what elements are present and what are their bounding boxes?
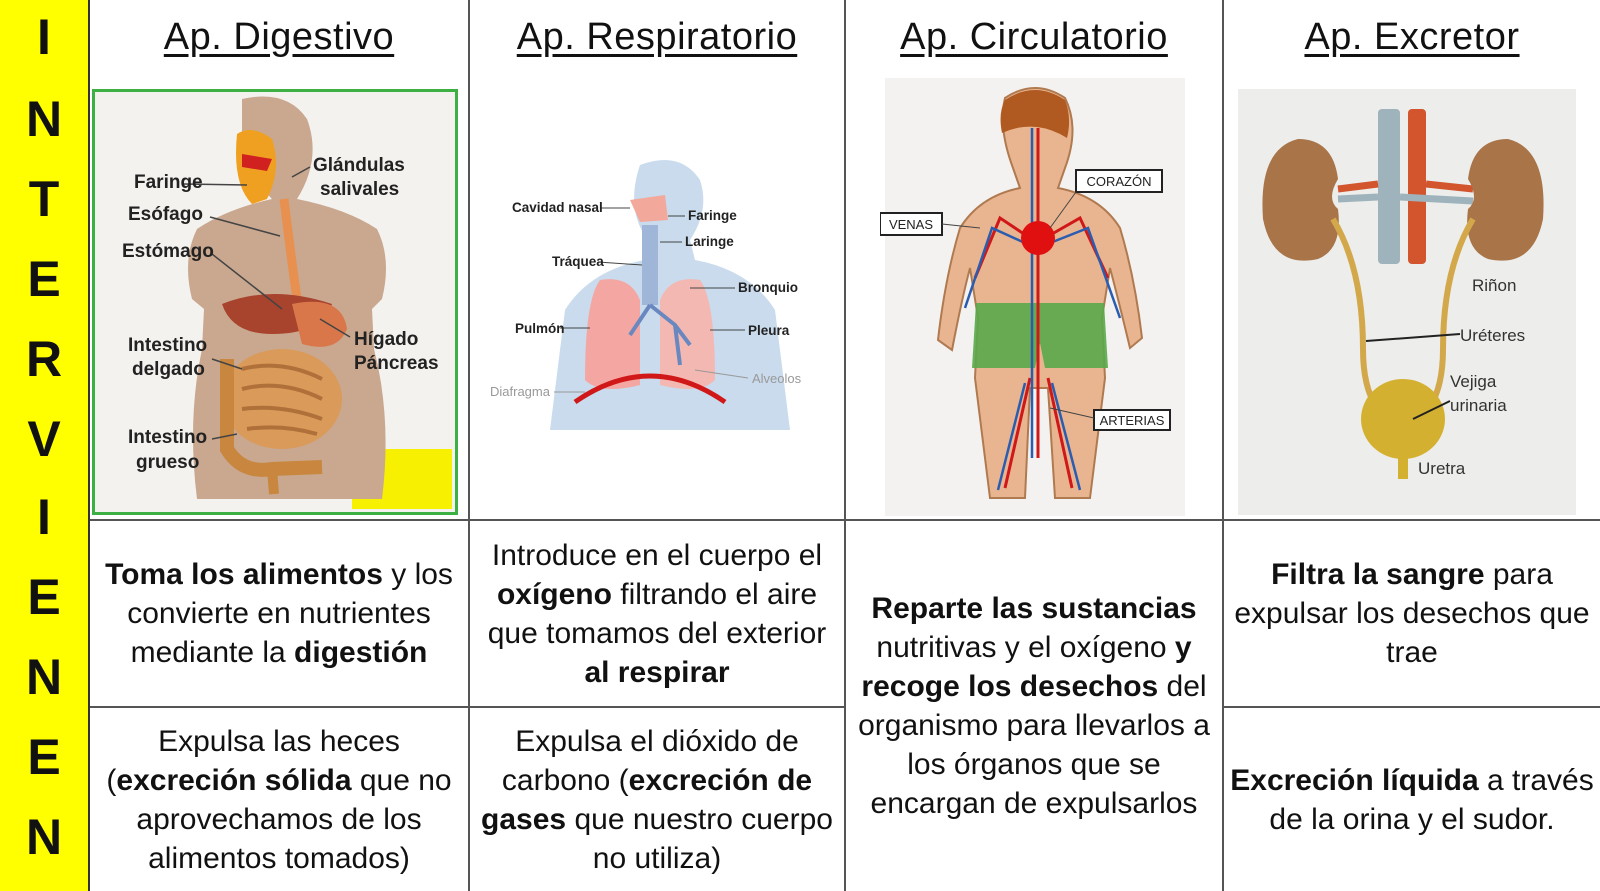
label-cavidad-nasal: Cavidad nasal — [512, 200, 603, 215]
text-plain: filtrando el aire que tomamos del exterior — [487, 577, 827, 650]
label-venas: VENAS — [888, 217, 934, 232]
label-intestino-grueso-1: Intestino — [128, 427, 208, 448]
text-plain: Expulsa las heces ( — [106, 724, 400, 797]
excretor-function-text — [1224, 521, 1600, 706]
text-bold: Toma los alimentos — [105, 558, 383, 591]
vertical-banner — [0, 0, 90, 891]
banner-letter: I — [37, 489, 51, 545]
text-plain: que no aprovechamos de los alimentos tomados) — [136, 763, 452, 875]
banner-letter: R — [25, 331, 63, 387]
text-bold: excreción sólida — [116, 763, 352, 797]
text-plain: del organismo para llevarlos a los órganos que se encargan de expulsarlos — [858, 670, 1210, 820]
label-pulmon: Pulmón — [515, 321, 565, 336]
label-esofago: Esófago — [128, 204, 203, 225]
banner-letter: N — [25, 809, 63, 865]
banner-letter: T — [28, 171, 60, 227]
label-diafragma: Diafragma — [490, 384, 550, 399]
text-bold: Excreción líquida — [1230, 763, 1479, 797]
label-urinaria: urinaria — [1450, 396, 1507, 415]
label-vejiga: Vejiga — [1450, 372, 1497, 391]
respiratorio-excretion-text — [470, 708, 844, 891]
label-intestino-delgado-2: delgado — [132, 359, 205, 380]
label-higado: Hígado — [354, 329, 419, 350]
text-plain: a través de la orina y el sudor. — [1269, 763, 1594, 836]
text-plain: que nuestro cuerpo no utiliza) — [566, 802, 833, 875]
label-estomago: Estómago — [122, 241, 214, 262]
label-salivales: salivales — [320, 179, 400, 200]
banner-letter: E — [27, 251, 61, 307]
banner-letter: V — [27, 411, 61, 467]
label-intestino-grueso-2: grueso — [136, 452, 200, 473]
label-alveolos: Alveolos — [752, 371, 802, 386]
banner-letter: E — [27, 729, 61, 785]
digestivo-function-text — [90, 521, 468, 706]
header-circulatorio: Ap. Circulatorio — [900, 16, 1168, 58]
label-ureteres: Uréteres — [1460, 326, 1526, 345]
circulatory-system-illustration — [880, 78, 1190, 516]
label-uretra: Uretra — [1418, 459, 1466, 478]
label-pancreas: Páncreas — [354, 353, 439, 374]
text-bold: al respirar — [584, 655, 730, 689]
respiratorio-function-text — [470, 521, 844, 706]
text-bold: Reparte las sustancias — [871, 592, 1197, 625]
digestivo-excretion-text — [90, 708, 468, 891]
excretor-excretion-text — [1224, 708, 1600, 891]
text-bold: Filtra la sangre — [1271, 558, 1485, 591]
label-corazon: CORAZÓN — [1086, 174, 1152, 189]
label-faringe: Faringe — [134, 172, 203, 193]
label-arterias: ARTERIAS — [1099, 413, 1165, 428]
header-excretor: Ap. Excretor — [1304, 16, 1520, 58]
text-plain: para expulsar los desechos que trae — [1234, 558, 1590, 669]
text-bold: oxígeno — [496, 577, 612, 611]
label-rinon: Riñon — [1472, 276, 1517, 295]
text-bold: y recoge los desechos — [861, 631, 1192, 703]
text-plain: nutritivas y el oxígeno — [876, 631, 1175, 664]
header-respiratorio: Ap. Respiratorio — [516, 16, 798, 58]
label-glandulas: Glándulas — [313, 155, 405, 176]
label-laringe: Laringe — [685, 234, 734, 249]
respiratory-system-illustration — [490, 150, 830, 440]
label-faringe: Faringe — [688, 208, 737, 223]
label-bronquio: Bronquio — [738, 280, 798, 295]
banner-letter: N — [25, 649, 63, 705]
label-pleura: Pleura — [748, 323, 790, 338]
text-plain: y los convierte en nutrientes mediante la — [127, 558, 453, 669]
digestive-system-illustration — [92, 89, 458, 515]
circulatorio-function-text — [846, 521, 1222, 891]
header-digestivo: Ap. Digestivo — [163, 16, 395, 58]
text-plain: Introduce en el cuerpo el — [491, 538, 823, 572]
excretory-system-illustration — [1238, 89, 1576, 515]
label-intestino-delgado-1: Intestino — [128, 335, 208, 356]
banner-letter: E — [27, 569, 61, 625]
label-traquea: Tráquea — [552, 254, 604, 269]
banner-letter: I — [37, 9, 51, 65]
text-bold: excreción de gases — [481, 763, 813, 836]
text-plain: Expulsa el dióxido de carbono ( — [501, 724, 799, 797]
banner-letter: N — [25, 91, 63, 147]
text-bold: digestión — [294, 636, 428, 669]
